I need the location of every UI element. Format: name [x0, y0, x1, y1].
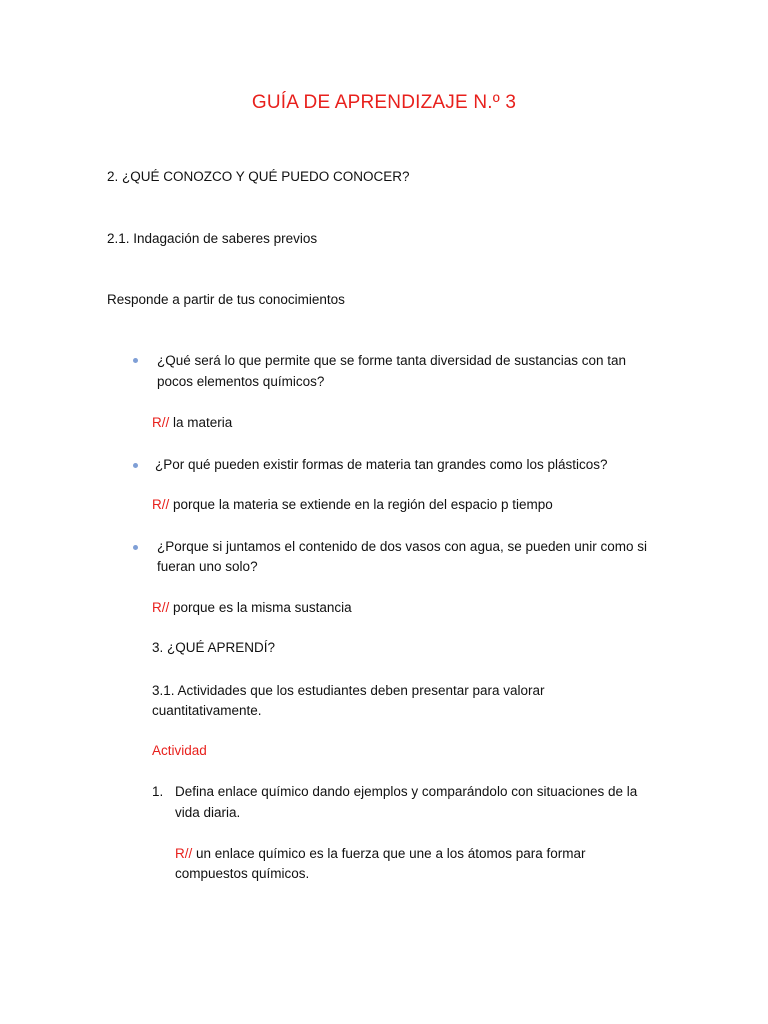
section-2-1-heading: 2.1. Indagación de saberes previos [107, 231, 318, 246]
activity-answer-1-line-1 [175, 844, 586, 864]
activity-answer-1-text: un enlace químico es la fuerza que une a los átomos para formar [196, 846, 586, 861]
question-2-line-1: ¿Por qué pueden existir formas de materia tan grandes como los plásticos? [155, 457, 608, 472]
instruction-text: Responde a partir de tus conocimientos [107, 292, 345, 307]
section-2-heading: 2. ¿QUÉ CONOZCO Y QUÉ PUEDO CONOCER? [107, 169, 410, 184]
answer-1-text: la materia [173, 415, 233, 430]
answer-prefix: R// [152, 415, 170, 430]
page-title: GUÍA DE APRENDIZAJE N.º 3 [251, 92, 517, 113]
answer-prefix: R// [152, 497, 170, 512]
activity-label: Actividad [152, 743, 207, 758]
bullet-icon [133, 545, 138, 550]
section-3-1-line-1: 3.1. Actividades que los estudiantes deben presentar para valorar [152, 683, 545, 698]
answer-2-text: porque la materia se extiende en la región del espacio p tiempo [173, 497, 553, 512]
answer-2 [152, 495, 553, 515]
section-3-heading: 3. ¿QUÉ APRENDÍ? [152, 640, 276, 655]
answer-3 [152, 598, 352, 618]
question-3-line-2: fueran uno solo? [157, 559, 258, 574]
question-3-line-1: ¿Porque si juntamos el contenido de dos vasos con agua, se pueden unir como si [157, 539, 648, 554]
bullet-icon [133, 463, 138, 468]
answer-prefix: R// [175, 846, 193, 861]
answer-1 [152, 413, 232, 433]
bullet-icon [133, 358, 138, 363]
activity-item-number: 1. [152, 784, 164, 799]
activity-item-1-line-1: Defina enlace químico dando ejemplos y comparándolo con situaciones de la [175, 784, 638, 799]
question-1-line-2: pocos elementos químicos? [157, 374, 325, 389]
question-1-line-1: ¿Qué será lo que permite que se forme tanta diversidad de sustancias con tan [157, 353, 627, 368]
section-3-1-line-2: cuantitativamente. [152, 703, 262, 718]
answer-prefix: R// [152, 600, 170, 615]
activity-item-1-line-2: vida diaria. [175, 805, 241, 820]
activity-answer-1-line-2: compuestos químicos. [175, 866, 310, 881]
answer-3-text: porque es la misma sustancia [173, 600, 352, 615]
